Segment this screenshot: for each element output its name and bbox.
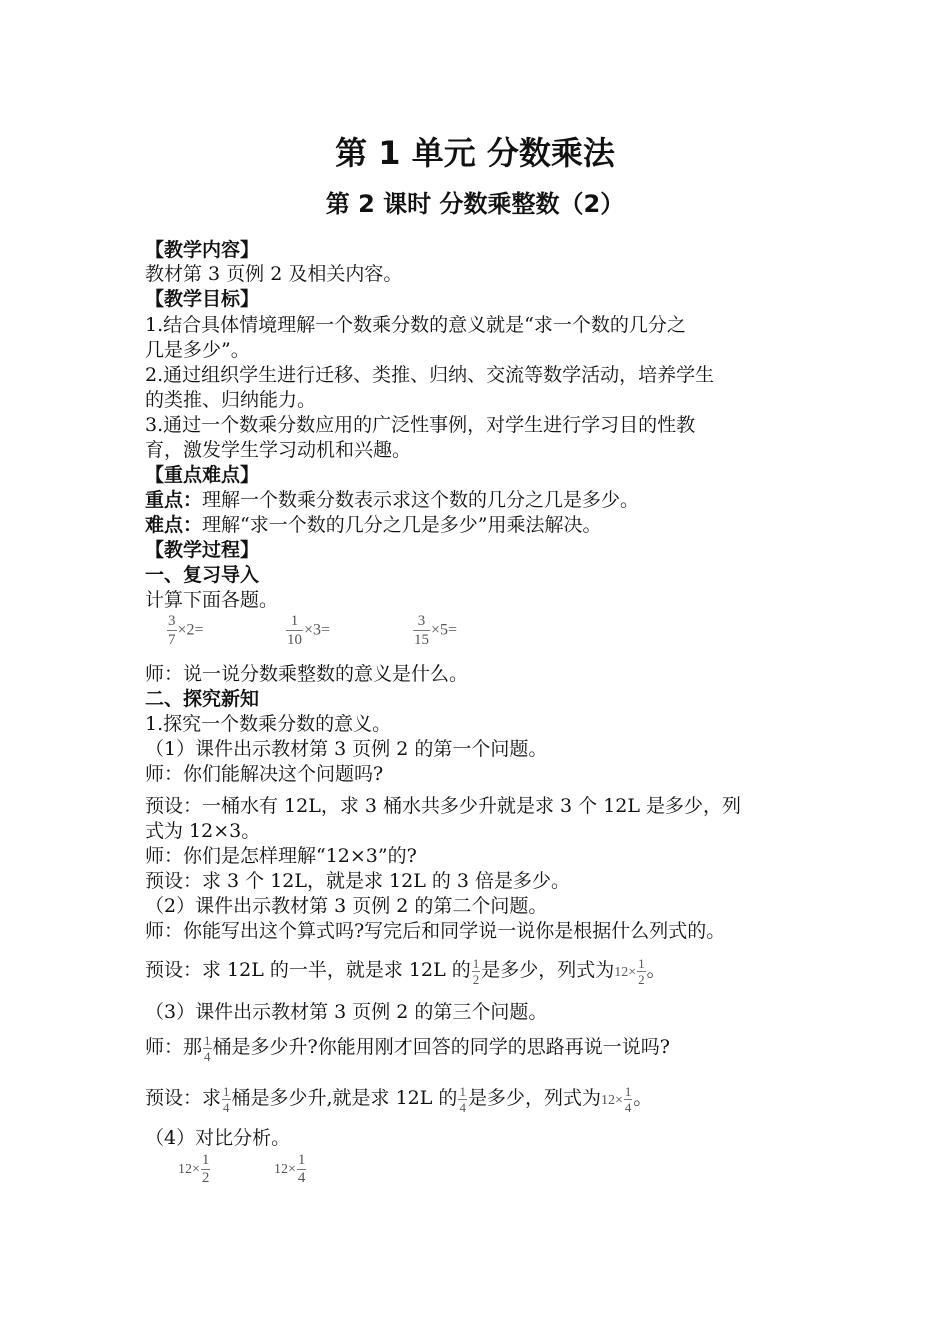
fraction: $\frac{3}{7}$ [168, 613, 176, 648]
key-heading: 【重点难点】 [145, 464, 260, 486]
part-1-text: 计算下面各题。 [145, 589, 279, 611]
review-problem-1: $\frac{3}{7}$ ×2= [168, 613, 204, 648]
teacher-question-5: 师：那 $\frac{1}{4}$ 桶是多少升?你能用刚才回答的同学的思路再说一说吗? [145, 1032, 670, 1064]
answer-1-line-b: 式为 12×3。 [145, 820, 261, 842]
answer-2: 预设：求 3 个 12L，就是求 12L 的 3 倍是多少。 [145, 870, 571, 892]
teacher-question-3: 师：你们是怎样理解“12×3”的? [145, 845, 417, 867]
fraction-quarter: $\frac{1}{4}$ [459, 1083, 466, 1115]
difficult-text: 理解“求一个数的几分之几是多少”用乘法解决。 [202, 514, 602, 536]
step-1: （1）课件出示教材第 3 页例 2 的第一个问题。 [145, 738, 548, 760]
explore-1: 1.探究一个数乘分数的意义。 [145, 713, 392, 735]
key-point [145, 488, 825, 512]
fraction-quarter: $\frac{1}{4}$ [297, 1152, 306, 1186]
answer-4: 预设：求 $\frac{1}{4}$ 桶是多少升,就是求 12L 的 $\frac{1}{4}$ 是多少，列式为12× $\frac{1}{4}$ 。 [145, 1083, 653, 1115]
goal-2-line-b: 的类推、归纳能力。 [145, 389, 317, 411]
answer-1-line-a: 预设：一桶水有 12L，求 3 桶水共多少升就是求 3 个 12L 是多少，列 [145, 795, 742, 817]
fraction-half: $\frac{1}{2}$ [638, 955, 645, 987]
lesson-subtitle: 第 2 课时 分数乘整数（2） [325, 190, 625, 218]
compare-expr-1: 12× $\frac{1}{2}$ [178, 1152, 210, 1186]
teacher-question-2: 师：你们能解决这个问题吗? [145, 763, 384, 785]
process-heading: 【教学过程】 [145, 539, 260, 561]
goal-3-line-a: 3.通过一个数乘分数应用的广泛性事例，对学生进行学习目的性教 [145, 414, 696, 436]
teacher-question-4: 师：你能写出这个算式吗?写完后和同学说一说你是根据什么列式的。 [145, 920, 726, 942]
fraction-half: $\frac{1}{2}$ [472, 955, 480, 987]
content-heading: 【教学内容】 [145, 239, 260, 261]
key-text: 理解一个数乘分数表示求这个数的几分之几是多少。 [202, 489, 640, 511]
teacher-question-1: 师：说一说分数乘整数的意义是什么。 [145, 663, 469, 685]
fraction: $\frac{3}{15}$ [414, 613, 429, 648]
goal-3-line-b: 育，激发学生学习动机和兴趣。 [145, 439, 412, 461]
fraction-quarter: $\frac{1}{4}$ [204, 1032, 211, 1064]
goals-heading: 【教学目标】 [145, 288, 260, 310]
part-2-heading: 二、探究新知 [145, 688, 260, 710]
page-title: 第 1 单元 分数乘法 [335, 134, 615, 172]
review-problem-3: $\frac{3}{15}$ ×5= [414, 613, 458, 648]
goal-1-line-b: 几是多少”。 [145, 339, 250, 361]
answer-3: 预设：求 12L 的一半，就是求 12L 的 $\frac{1}{2}$ 是多少，列式为12× $\frac{1}{2}$ 。 [145, 955, 666, 987]
difficult-point [145, 513, 825, 537]
content-text: 教材第 3 页例 2 及相关内容。 [145, 263, 403, 285]
goal-2-line-a: 2.通过组织学生进行迁移、类推、归纳、交流等数学活动，培养学生 [145, 364, 715, 386]
fraction-half: $\frac{1}{2}$ [201, 1152, 210, 1186]
step-4: （4）对比分析。 [145, 1127, 291, 1149]
review-problem-2: $\frac{1}{10}$ ×3= [287, 613, 331, 648]
key-label: 重点： [145, 489, 203, 511]
difficult-label: 难点： [145, 514, 203, 536]
fraction: $\frac{1}{10}$ [287, 613, 302, 648]
goal-1-line-a: 1.结合具体情境理解一个数乘分数的意义就是“求一个数的几分之 [145, 314, 686, 336]
part-1-heading: 一、复习导入 [145, 564, 260, 586]
step-3: （3）课件出示教材第 3 页例 2 的第三个问题。 [145, 1001, 548, 1023]
fraction-quarter: $\frac{1}{4}$ [223, 1083, 230, 1115]
compare-expr-2: 12× $\frac{1}{4}$ [274, 1152, 306, 1186]
step-2: （2）课件出示教材第 3 页例 2 的第二个问题。 [145, 895, 548, 917]
fraction-quarter: $\frac{1}{4}$ [624, 1083, 632, 1115]
